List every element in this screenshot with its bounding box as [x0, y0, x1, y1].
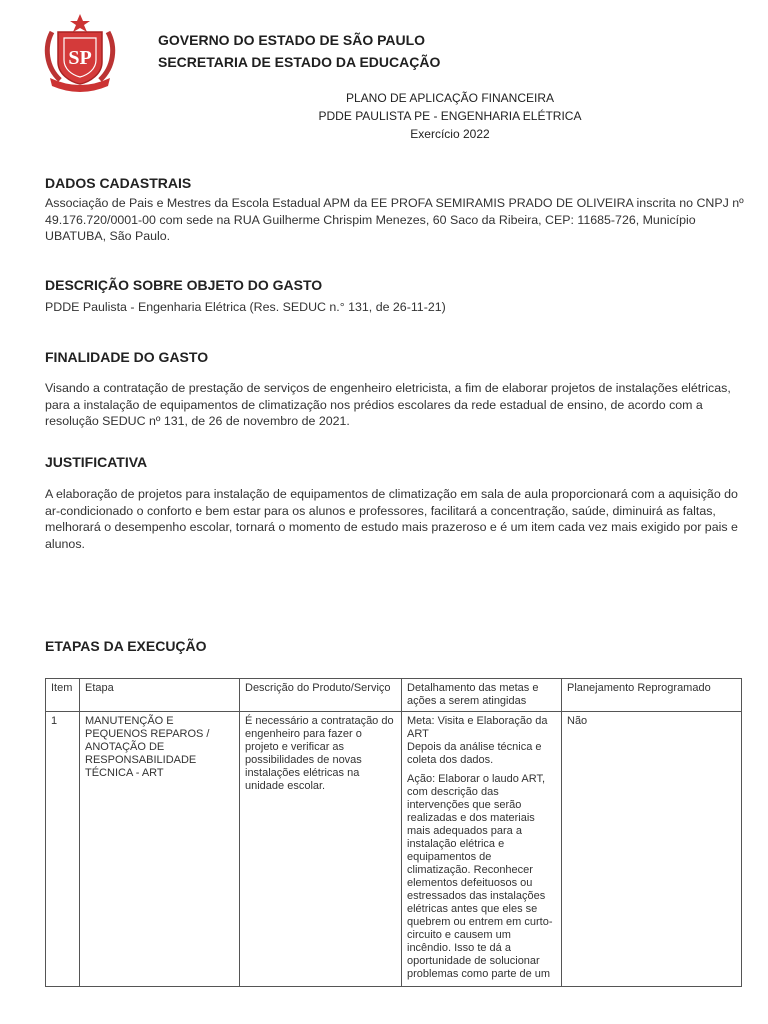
cell-detalhamento: [402, 712, 562, 987]
detalhamento-depois: Depois da análise técnica e coleta dos dados.: [407, 741, 542, 766]
section-heading-finalidade: FINALIDADE DO GASTO: [45, 349, 209, 365]
header-detalhamento: Detalhamento das metas e ações a serem atingidas: [402, 679, 562, 712]
svg-text:SP: SP: [68, 47, 92, 69]
table-row: [46, 712, 742, 987]
doc-title-line-3: Exercício 2022: [410, 127, 490, 141]
detalhamento-meta: Meta: Visita e Elaboração da ART: [407, 715, 548, 740]
header-planejamento: Planejamento Reprogramado: [562, 679, 742, 712]
cell-etapa: MANUTENÇÃO E PEQUENOS REPAROS / ANOTAÇÃO DE RESPONSABILIDADE TÉCNICA - ART: [80, 712, 240, 987]
section-text-justificativa: A elaboração de projetos para instalação de equipamentos de climatização em sala de aula proporcionará com a aquisição do ar-condicionado o conforto e bem estar para os alunos e professores, facilitará a concentração, saúde, diminuirá as faltas, melhorará o desempenho escolar, tornará o momento de estudo mais prazeroso e é um item cada vez mais exigido por pais e alunos.: [45, 487, 738, 551]
cell-descricao: É necessário a contratação do engenheiro para fazer o projeto e verificar as possibilidades de novas instalações elétricas na unidade escolar.: [240, 712, 402, 987]
section-text-finalidade: Visando a contratação de prestação de serviços de engenheiro eletricista, a fim de elaborar projetos de instalações elétricas, para a instalação de equipamentos de climatização nos prédios escolares da rede estadual de ensino, de acordo com a resolução SEDUC nº 131, de 26 de novembro de 2021.: [45, 381, 731, 429]
doc-title-line-2: PDDE PAULISTA PE - ENGENHARIA ELÉTRICA: [318, 109, 582, 123]
section-heading-descricao: DESCRIÇÃO SOBRE OBJETO DO GASTO: [45, 277, 323, 293]
government-line: GOVERNO DO ESTADO DE SÃO PAULO: [158, 32, 426, 48]
doc-title-line-1: PLANO DE APLICAÇÃO FINANCEIRA: [345, 91, 555, 105]
table-header-row: [46, 679, 742, 712]
section-text-dados: Associação de Pais e Mestres da Escola Estadual APM da EE PROFA SEMIRAMIS PRADO DE OLIVEIRA inscrita no CNPJ nº 49.176.720/0001-00 com sede na RUA Guilherme Chrispim Menezes, 60 Saco da Ribeira, CEP: 11685-726, Município UBATUBA, São Paulo.: [45, 196, 744, 244]
section-heading-dados: DADOS CADASTRAIS: [45, 175, 192, 191]
header-item: Item: [46, 679, 80, 712]
section-heading-etapas: ETAPAS DA EXECUÇÃO: [45, 638, 207, 654]
header-etapa: Etapa: [80, 679, 240, 712]
etapas-table: [45, 678, 742, 987]
detalhamento-acao: Ação: Elaborar o laudo ART, com descrição das intervenções que serão realizadas e dos materiais mais adequados para a instalação elétrica e equipamentos de climatização. Reconhecer elementos defeituosos ou estressados das instalações elétricas antes que eles se quebrem ou entrem em curto-circuito e causem um incêndio. Isso te dá a oportunidade de solucionar problemas como parte de um: [407, 773, 553, 980]
government-header: [158, 29, 440, 73]
sao-paulo-coat-of-arms-logo: [42, 12, 118, 92]
header-descricao: Descrição do Produto/Serviço: [240, 679, 402, 712]
section-text-descricao: PDDE Paulista - Engenharia Elétrica (Res. SEDUC n.° 131, de 26-11-21): [45, 300, 446, 314]
document-title: [300, 89, 600, 143]
cell-item: 1: [46, 712, 80, 987]
secretariat-line: SECRETARIA DE ESTADO DA EDUCAÇÃO: [158, 54, 441, 70]
cell-planejamento: Não: [562, 712, 742, 987]
section-heading-justificativa: JUSTIFICATIVA: [45, 454, 148, 470]
